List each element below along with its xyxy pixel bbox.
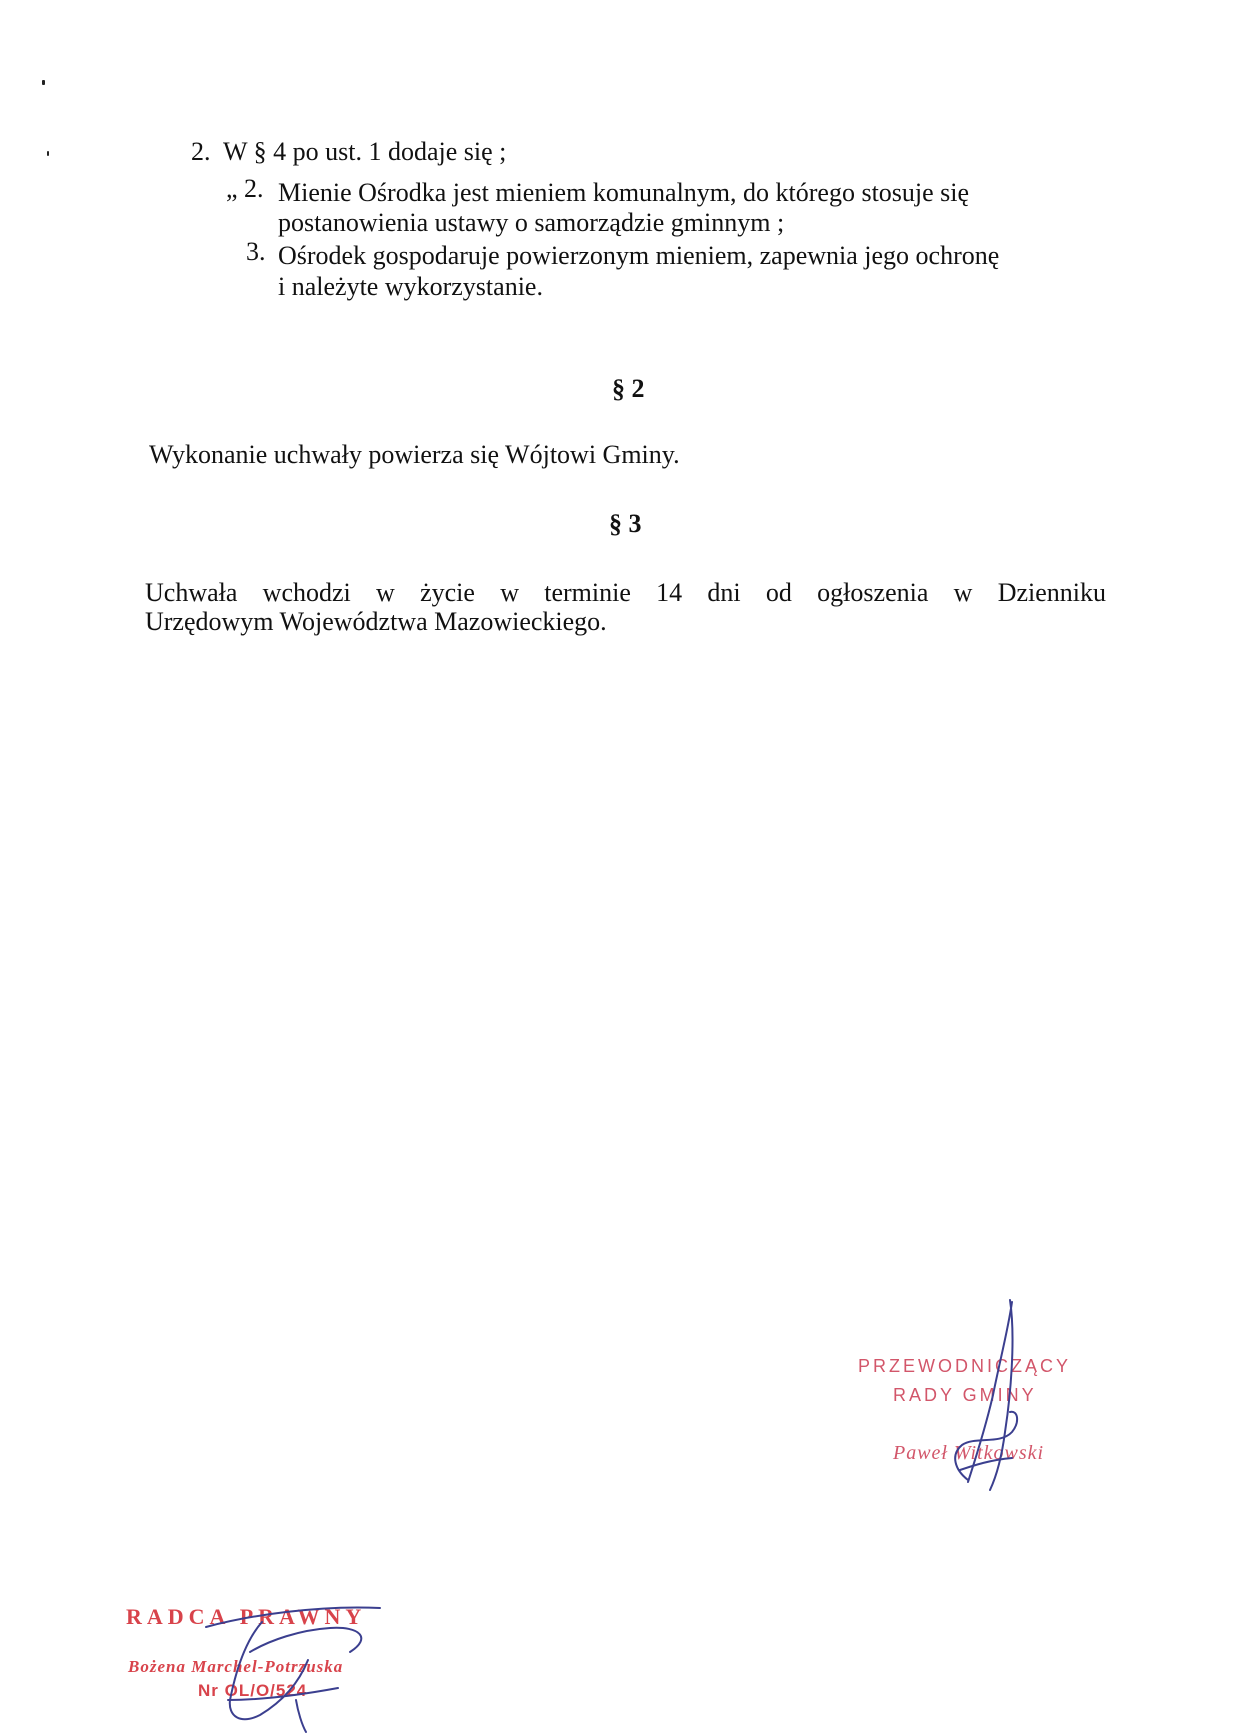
section-2-text: Wykonanie uchwały powierza się Wójtowi Gminy. — [149, 440, 680, 469]
legal-stamp-title: RADCA PRAWNY — [126, 1604, 367, 1629]
sub-item-2-line-2: postanowienia ustawy o samorządzie gminnym ; — [278, 208, 785, 237]
sub-item-3-line-2: i należyte wykorzystanie. — [278, 272, 543, 301]
sub-item-3-prefix: 3. — [246, 237, 266, 266]
chairman-stamp-name: Paweł Witkowski — [893, 1442, 1045, 1464]
legal-stamp-number: Nr OL/O/524 — [198, 1681, 308, 1700]
chairman-stamp-title: PRZEWODNICZĄCY — [858, 1356, 1071, 1376]
sub-item-3-line-1: Ośrodek gospodaruje powierzonym mieniem, zapewnia jego ochronę — [278, 241, 1000, 270]
section-3-line-1: Uchwała wchodzi w życie w terminie 14 dni od ogłoszenia w Dzienniku — [145, 578, 1106, 607]
section-3-heading: § 3 — [609, 509, 642, 538]
chairman-stamp-subtitle: RADY GMINY — [893, 1385, 1037, 1405]
legal-stamp-name: Bożena Marchel-Potrzuska — [128, 1657, 344, 1676]
section-2-heading: § 2 — [612, 374, 645, 403]
sub-item-2-prefix: „ 2. — [226, 174, 264, 203]
list-item-text: W § 4 po ust. 1 dodaje się ; — [223, 137, 507, 166]
list-item-number: 2. — [191, 137, 211, 166]
section-3-line-2: Urzędowym Województwa Mazowieckiego. — [145, 607, 607, 636]
sub-item-2-line-1: Mienie Ośrodka jest mieniem komunalnym, do którego stosuje się — [278, 178, 970, 207]
